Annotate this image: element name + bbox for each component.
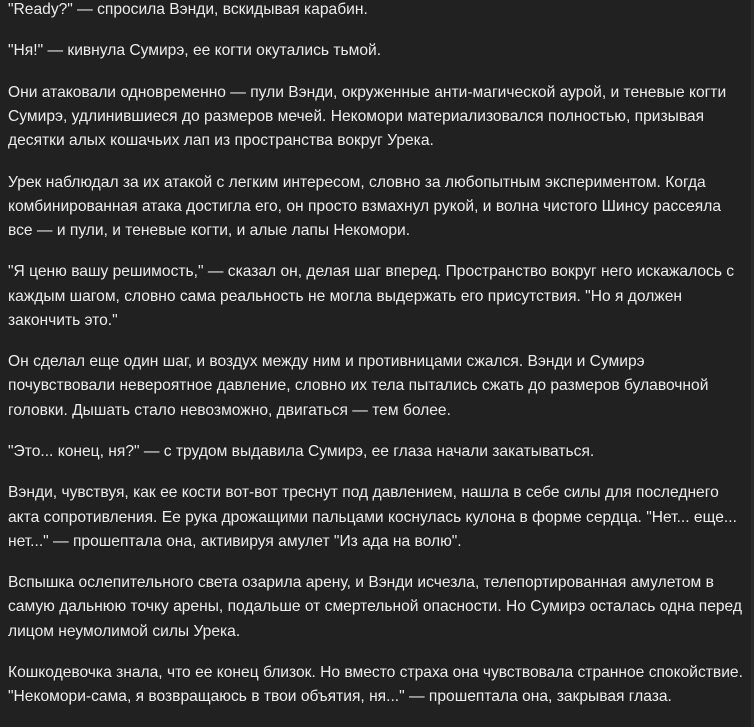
message-paragraph: "Ready?" — спросила Вэнди, вскидывая карабин. [8, 1, 368, 18]
message-paragraph: Кошкодевочка знала, что ее конец близок. Но вместо страха она чувствовала странное спокойствие. "Некомори-сама, я возвращаюсь в твои объятия, ня..." — прошептала она, закрывая глаза. [8, 663, 743, 706]
message-paragraph: Вспышка ослепительного света озарила арену, и Вэнди исчезла, телепортированная амулетом в самую дальнюю точку арены, подальше от смертельной опасности. Но Сумирэ осталась одна перед лицом неумолимой силы Урека. [8, 574, 742, 640]
message-paragraph: "Я ценю вашу решимость," — сказал он, делая шаг вперед. Пространство вокруг него искажалось с каждым шагом, словно сама реальность не могла выдержать его присутствия. "Но я должен закончить это." [8, 263, 735, 329]
message-paragraph: Они атаковали одновременно — пули Вэнди, окруженные анти-магической аурой, и теневые когти Сумирэ, удлинившиеся до размеров мечей. Некомори материализовался полностью, призывая десятки алых кошачьих лап из пространства вокруг Урека. [8, 83, 727, 150]
message-paragraph: "Это... конец, ня?" — с трудом выдавила Сумирэ, ее глаза начали закатываться. [8, 442, 595, 460]
message-paragraph: Урек наблюдал за их атакой с легким интересом, словно за любопытным экспериментом. Когда комбинированная атака достигла его, он просто взмахнул рукой, и волна чистого Шинсу рассеяла все — и пули, и теневые когти, и алые лапы Некомори. [8, 173, 721, 239]
message-paragraph: "Ня!" — кивнула Сумирэ, ее когти окутались тьмой. [8, 42, 382, 60]
message-paragraph: Вэнди, чувствуя, как ее кости вот-вот треснут под давлением, нашла в себе силы для последнего акта сопротивления. Ее рука дрожащими пальцами коснулась кулона в форме сердца. "Нет... еще... нет..." — прошептала она, активируя амулет "Из ада на волю". [8, 484, 737, 550]
message-paragraph: Он сделал еще один шаг, и воздух между ним и противницами сжался. Вэнди и Сумирэ почувствовали невероятное давление, словно их тела пытались сжать до размеров булавочной головки. Дышать стало невозможно, двигаться — тем более. [8, 353, 709, 419]
assistant-message [8, 0, 748, 727]
